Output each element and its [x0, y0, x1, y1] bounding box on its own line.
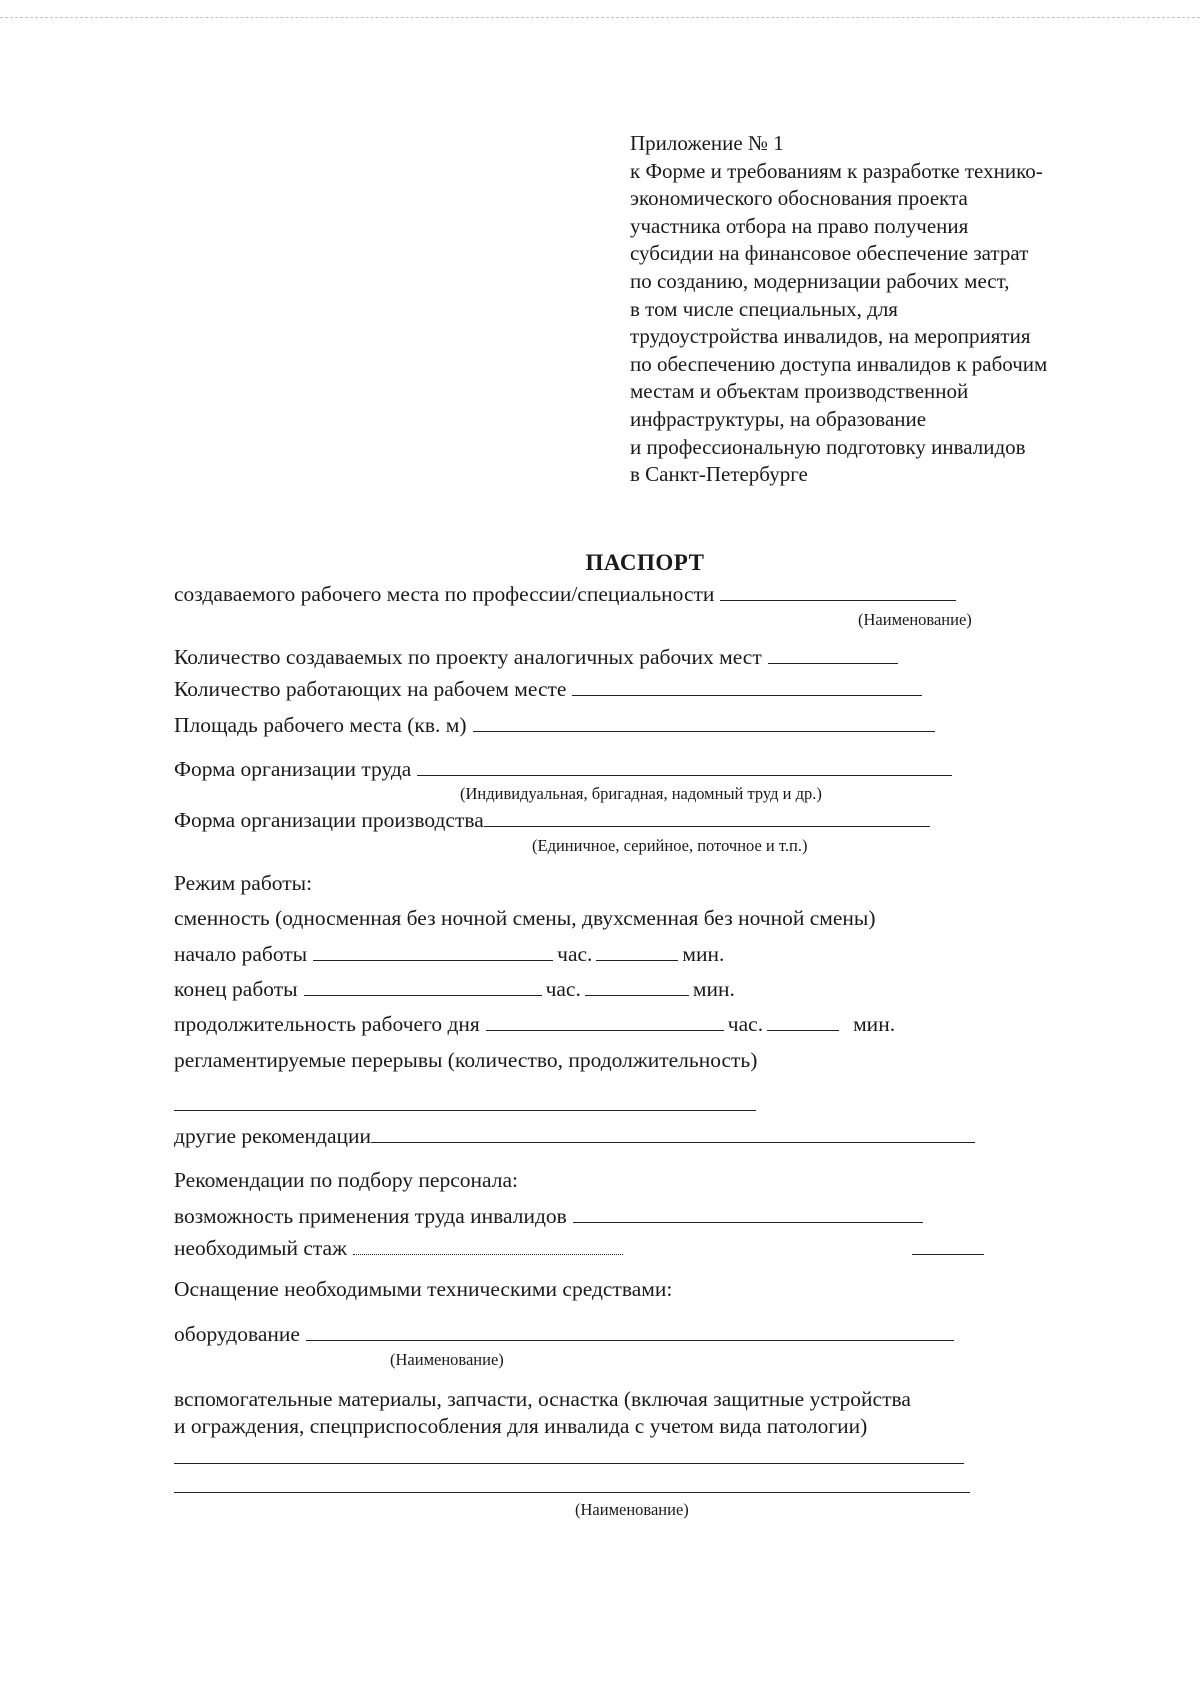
annex-line: Приложение № 1 — [630, 131, 784, 155]
mode-label: Режим работы: — [174, 871, 313, 895]
equip-title: Оснащение необходимыми техническими средствами: — [174, 1277, 673, 1301]
shifts-label: сменность (односменная без ночной смены, двухсменная без ночной смены) — [174, 906, 876, 930]
other-field[interactable] — [371, 1124, 975, 1143]
qty-workers-field[interactable] — [572, 677, 922, 696]
annex-line: по созданию, модернизации рабочих мест, — [630, 268, 1010, 293]
aux-label-2: и ограждения, спецприспособления для инвалида с учетом вида патологии) — [174, 1414, 868, 1438]
prod-form-label: Форма организации производства — [174, 808, 484, 832]
end-hour-unit: час. — [545, 977, 581, 1001]
annex-line: к Форме и требованиям к разработке технико- — [630, 158, 1043, 183]
breaks-field[interactable] — [174, 1110, 756, 1111]
disabled-row — [174, 1204, 927, 1232]
experience-label: необходимый стаж — [174, 1236, 347, 1260]
equip-heading — [174, 1277, 672, 1305]
annex-line: и профессиональную подготовку инвалидов — [630, 434, 1026, 459]
area-label: Площадь рабочего места (кв. м) — [174, 713, 467, 737]
profession-row — [174, 582, 960, 610]
profession-label: создаваемого рабочего места по профессии/специальности — [174, 582, 715, 606]
end-row — [174, 977, 735, 1005]
labor-form-field[interactable] — [417, 757, 952, 776]
qty-places-row — [174, 645, 902, 673]
area-row — [174, 713, 939, 741]
breaks-row — [174, 1048, 757, 1076]
area-field[interactable] — [473, 713, 935, 732]
annex-line: трудоустройства инвалидов, на мероприятия — [630, 324, 1031, 349]
duration-min-field[interactable] — [767, 1012, 839, 1031]
qty-workers-row — [174, 677, 926, 705]
annex-line: в Санкт-Петербурге — [630, 462, 808, 487]
end-min-field[interactable] — [585, 977, 689, 996]
prod-form-hint: (Единичное, серийное, поточное и т.п.) — [532, 836, 808, 855]
end-hour-field[interactable] — [304, 977, 542, 996]
labor-form-hint: (Индивидуальная, бригадная, надомный труд и др.) — [460, 784, 822, 803]
breaks-label: регламентируемые перерывы (количество, продолжительность) — [174, 1048, 758, 1072]
disabled-label: возможность применения труда инвалидов — [174, 1204, 567, 1228]
start-label: начало работы — [174, 942, 308, 966]
duration-row — [174, 1012, 895, 1040]
experience-row — [174, 1236, 627, 1264]
other-row — [174, 1124, 979, 1152]
annex-line: экономического обоснования проекта — [630, 186, 968, 211]
annex-line: в том числе специальных, для — [630, 296, 898, 321]
aux-hint: (Наименование) — [575, 1500, 689, 1519]
equipment-field[interactable] — [306, 1322, 954, 1341]
labor-form-label: Форма организации труда — [174, 757, 412, 781]
annex-line: по обеспечению доступа инвалидов к рабочим — [630, 351, 1048, 376]
profession-field[interactable] — [720, 582, 956, 601]
aux-field-2[interactable] — [174, 1492, 970, 1493]
experience-field[interactable] — [353, 1236, 623, 1255]
aux-label-1: вспомогательные материалы, запчасти, оснастка (включая защитные устройства — [174, 1387, 911, 1411]
start-min-unit: мин. — [682, 942, 725, 966]
start-row — [174, 942, 724, 970]
staff-heading — [174, 1168, 518, 1196]
scan-edge-line — [0, 17, 1200, 18]
profession-hint: (Наименование) — [858, 610, 972, 629]
duration-min-unit: мин. — [853, 1012, 896, 1036]
annex-line: инфраструктуры, на образование — [630, 406, 927, 431]
document-title: ПАСПОРТ — [585, 550, 705, 575]
prod-form-row — [174, 808, 934, 836]
end-min-unit: мин. — [692, 977, 735, 1001]
equipment-row — [174, 1322, 958, 1350]
equipment-label: оборудование — [174, 1322, 300, 1346]
experience-field-end — [912, 1254, 984, 1255]
qty-places-field[interactable] — [768, 645, 898, 664]
other-label: другие рекомендации — [174, 1124, 372, 1148]
duration-label: продолжительность рабочего дня — [174, 1012, 480, 1036]
aux-row-2 — [174, 1414, 867, 1442]
duration-hour-unit: час. — [727, 1012, 764, 1036]
start-min-field[interactable] — [596, 942, 678, 961]
shifts-row — [174, 906, 876, 934]
annex-line: местам и объектам производственной — [630, 379, 969, 404]
annex-block — [630, 130, 1150, 489]
aux-field-1[interactable] — [174, 1463, 964, 1464]
annex-line: участника отбора на право получения — [630, 213, 969, 238]
prod-form-field[interactable] — [484, 808, 930, 827]
start-hour-unit: час. — [557, 942, 593, 966]
aux-row-1 — [174, 1387, 911, 1415]
disabled-field[interactable] — [573, 1204, 923, 1223]
qty-places-label: Количество создаваемых по проекту аналогичных рабочих мест — [174, 645, 762, 669]
annex-line: субсидии на финансовое обеспечение затрат — [630, 241, 1029, 266]
staff-label: Рекомендации по подбору персонала: — [174, 1168, 518, 1192]
equipment-hint: (Наименование) — [390, 1350, 504, 1369]
duration-hour-field[interactable] — [486, 1012, 724, 1031]
labor-form-row — [174, 757, 956, 785]
qty-workers-label: Количество работающих на рабочем месте — [174, 677, 567, 701]
start-hour-field[interactable] — [313, 942, 553, 961]
end-label: конец работы — [174, 977, 298, 1001]
mode-heading — [174, 871, 312, 899]
